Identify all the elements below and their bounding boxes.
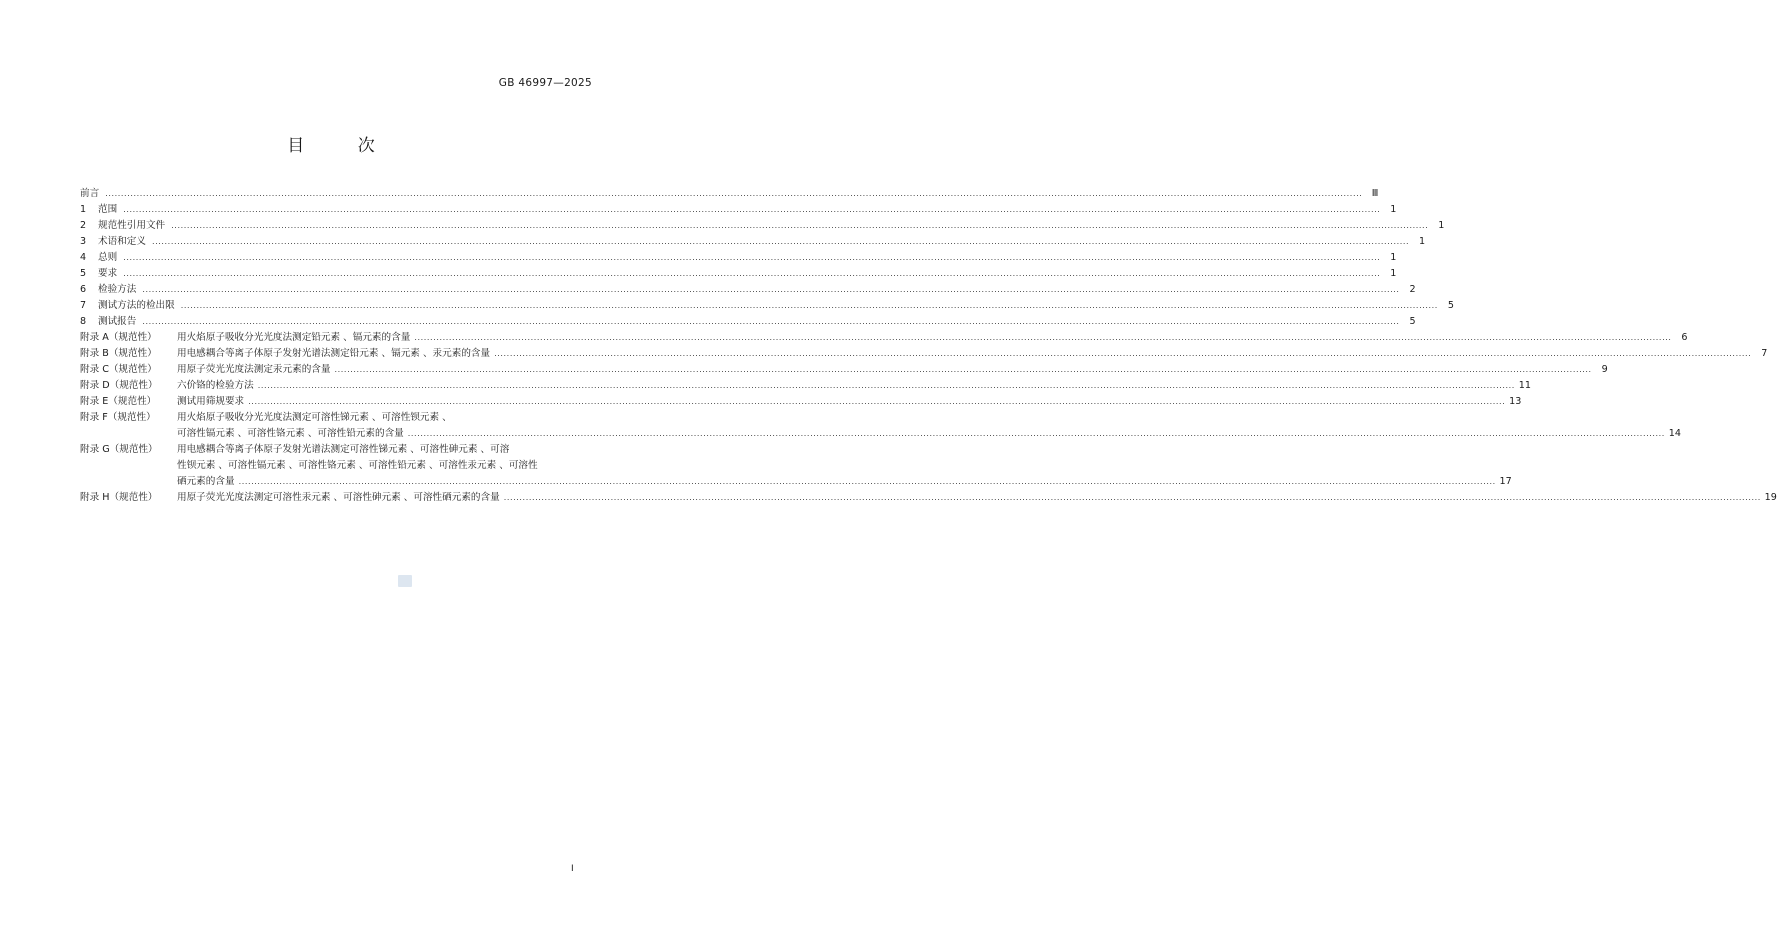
- toc-leader: ................................................................................................................................................................................................................................................................................................................................................................................................................: [142, 317, 1400, 326]
- toc-label: 用电感耦合等离子体原子发射光谱法测定铅元素 、镉元素 、汞元素的含量: [177, 348, 491, 359]
- toc-leader: ................................................................................................................................................................................................................................................................................................................................................................................................................: [257, 381, 1515, 390]
- toc-entry-chapter[interactable]: [80, 250, 1397, 266]
- toc-page: 14: [1668, 428, 1681, 439]
- toc-entry-chapter[interactable]: [80, 298, 1454, 314]
- toc-page: 17: [1499, 476, 1512, 487]
- toc-page: 1: [1390, 252, 1397, 263]
- toc-entry-appendix[interactable]: [80, 394, 1522, 410]
- toc-entry-appendix[interactable]: [80, 410, 1681, 442]
- toc-label: 六价铬的检验方法: [177, 380, 254, 391]
- toc-entry-appendix[interactable]: [80, 442, 1512, 490]
- toc-leader: ................................................................................................................................................................................................................................................................................................................................................................................................................: [151, 237, 1410, 246]
- toc-page: 5: [1447, 300, 1454, 311]
- toc-number: 1: [80, 204, 87, 215]
- toc-entry-chapter[interactable]: [80, 314, 1416, 330]
- toc-entry-appendix[interactable]: [80, 378, 1531, 394]
- toc-leader: ................................................................................................................................................................................................................................................................................................................................................................................................................: [142, 285, 1400, 294]
- toc-page: 1: [1390, 268, 1397, 279]
- toc-appendix-label: 附录 B（规范性）: [80, 348, 157, 359]
- toc-entry-appendix[interactable]: [80, 490, 1777, 506]
- toc-leader: ................................................................................................................................................................................................................................................................................................................................................................................................................: [123, 269, 1381, 278]
- toc-number: 2: [80, 220, 87, 231]
- toc-leader: ................................................................................................................................................................................................................................................................................................................................................................................................................: [238, 477, 1496, 486]
- toc-number: 7: [80, 300, 87, 311]
- toc-appendix-label: 附录 A（规范性）: [80, 332, 157, 343]
- toc-entry-appendix[interactable]: [80, 330, 1688, 346]
- toc-leader: ................................................................................................................................................................................................................................................................................................................................................................................................................: [248, 397, 1506, 406]
- toc-label: 测试方法的检出限: [98, 300, 175, 311]
- toc-entry-chapter[interactable]: [80, 218, 1445, 234]
- toc-number: 3: [80, 236, 87, 247]
- toc-appendix-label: 附录 C（规范性）: [80, 364, 157, 375]
- toc-label: 用原子荧光光度法测定汞元素的含量: [177, 364, 331, 375]
- toc-label: 规范性引用文件: [98, 220, 166, 231]
- toc-leader: ................................................................................................................................................................................................................................................................................................................................................................................................................: [414, 333, 1672, 342]
- standard-number: GB 46997—2025: [498, 77, 592, 89]
- toc-page: 6: [1681, 332, 1688, 343]
- toc-entry-appendix[interactable]: [80, 362, 1608, 378]
- toc-label: 用火焰原子吸收分光光度法测定铅元素 、镉元素的含量: [177, 332, 411, 343]
- toc-page: 11: [1518, 380, 1531, 391]
- toc-label: 可溶性镉元素 、可溶性铬元素 、可溶性铅元素的含量: [177, 428, 404, 439]
- toc-label: 要求: [98, 268, 118, 279]
- toc-entry-chapter[interactable]: [80, 266, 1397, 282]
- toc-label: 检验方法: [98, 284, 137, 295]
- toc-label: 用原子荧光光度法测定可溶性汞元素 、可溶性砷元素 、可溶性硒元素的含量: [177, 492, 500, 503]
- toc-leader: ................................................................................................................................................................................................................................................................................................................................................................................................................: [503, 493, 1761, 502]
- toc-entry-foreword[interactable]: [80, 186, 1379, 202]
- toc-appendix-label: 附录 H（规范性）: [80, 492, 158, 503]
- toc-page: 13: [1509, 396, 1522, 407]
- toc-appendix-label: 附录 E（规范性）: [80, 396, 157, 407]
- toc-number: 5: [80, 268, 87, 279]
- toc-leader: ................................................................................................................................................................................................................................................................................................................................................................................................................: [105, 189, 1363, 198]
- toc-entry-chapter[interactable]: [80, 202, 1397, 218]
- toc-page: 1: [1438, 220, 1445, 231]
- toc-label: 总则: [98, 252, 118, 263]
- page-number: I: [571, 864, 574, 874]
- toc-page: 19: [1764, 492, 1777, 503]
- toc-appendix-label: 附录 D（规范性）: [80, 380, 158, 391]
- toc-page: 2: [1409, 284, 1416, 295]
- toc-label: 硒元素的含量: [177, 476, 235, 487]
- toc-leader: ................................................................................................................................................................................................................................................................................................................................................................................................................: [494, 349, 1752, 358]
- table-of-contents: [80, 186, 1777, 506]
- toc-label: 用火焰原子吸收分光光度法测定可溶性锑元素 、可溶性钡元素 、: [177, 412, 452, 423]
- toc-leader: ................................................................................................................................................................................................................................................................................................................................................................................................................: [123, 205, 1381, 214]
- toc-leader: ................................................................................................................................................................................................................................................................................................................................................................................................................: [123, 253, 1381, 262]
- toc-leader: ................................................................................................................................................................................................................................................................................................................................................................................................................: [407, 429, 1665, 438]
- toc-leader: ................................................................................................................................................................................................................................................................................................................................................................................................................: [334, 365, 1592, 374]
- toc-leader: ................................................................................................................................................................................................................................................................................................................................................................................................................: [171, 221, 1429, 230]
- toc-label: 术语和定义: [98, 236, 146, 247]
- watermark-mark: [398, 575, 412, 587]
- toc-page: 5: [1409, 316, 1416, 327]
- toc-page: 1: [1390, 204, 1397, 215]
- toc-page: 9: [1601, 364, 1608, 375]
- toc-label: 测试报告: [98, 316, 137, 327]
- toc-label: 性钡元素 、可溶性镉元素 、可溶性铬元素 、可溶性铅元素 、可溶性汞元素 、可溶性: [177, 460, 538, 471]
- page-title: 目 次: [287, 136, 399, 156]
- toc-label: 前言: [80, 188, 100, 199]
- toc-appendix-label: 附录 F（规范性）: [80, 412, 156, 423]
- toc-appendix-label: 附录 G（规范性）: [80, 444, 158, 455]
- toc-entry-chapter[interactable]: [80, 234, 1426, 250]
- toc-label: 范围: [98, 204, 118, 215]
- toc-entry-appendix[interactable]: [80, 346, 1768, 362]
- toc-page: 1: [1419, 236, 1426, 247]
- toc-entry-chapter[interactable]: [80, 282, 1416, 298]
- toc-number: 6: [80, 284, 87, 295]
- toc-number: 4: [80, 252, 87, 263]
- toc-label: 用电感耦合等离子体原子发射光谱法测定可溶性锑元素 、可溶性砷元素 、可溶: [177, 444, 510, 455]
- toc-label: 测试用筛规要求: [177, 396, 245, 407]
- toc-leader: ................................................................................................................................................................................................................................................................................................................................................................................................................: [180, 301, 1438, 310]
- toc-page: Ⅲ: [1371, 188, 1379, 199]
- toc-page: 7: [1761, 348, 1768, 359]
- toc-number: 8: [80, 316, 87, 327]
